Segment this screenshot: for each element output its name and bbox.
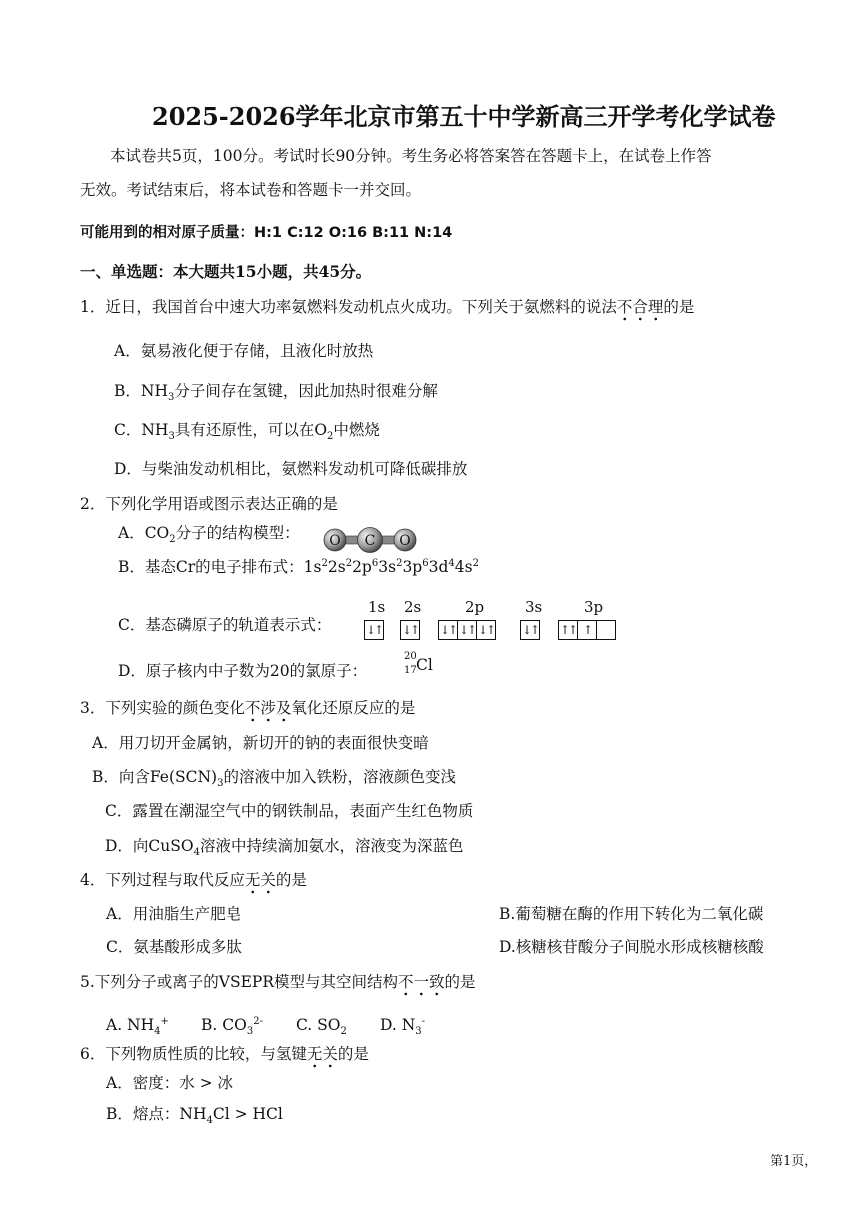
orbital-label-2p: 2p xyxy=(465,598,485,616)
q6-option-a: A．密度：水 > 冰 xyxy=(106,1074,234,1092)
q2-option-a: A．$CO_2$分子的结构模型： xyxy=(118,524,300,546)
q2-option-c: C．基态磷原子的轨道表示式： xyxy=(118,616,332,634)
q1-option-d: D．与柴油发动机相比，氨燃料发动机可降低碳排放 xyxy=(114,460,468,478)
orbital-cell: ↓↑ xyxy=(439,623,457,637)
intro-line-2: 无效。考试结束后，将本试卷和答题卡一并交回。 xyxy=(80,181,422,199)
orbital-box-2p xyxy=(438,620,496,640)
q3-option-b: B．向含$Fe(SCN)_3$的溶液中加入铁粉，溶液颜色变浅 xyxy=(92,768,456,790)
q5-option-b: B. $CO_3^{2-}$ xyxy=(201,1015,263,1038)
q4-option-b: B.葡萄糖在酶的作用下转化为二氧化碳 xyxy=(499,905,764,923)
section-heading: 一、单选题：本大题共15小题，共45分。 xyxy=(80,262,372,281)
q5-emphasis: 不一致 xyxy=(398,973,445,996)
q4-option-d: D.核糖核苷酸分子间脱水形成核糖核酸 xyxy=(499,938,764,956)
orbital-cell: ↓↑ xyxy=(401,623,419,637)
q2-option-b: B．基态Cr的电子排布式：$1s^22s^22p^63s^23p^63d^44s^2$ xyxy=(118,557,479,576)
q1-option-b: B．$NH_3$分子间存在氢键，因此加热时很难分解 xyxy=(114,382,438,404)
q6-stem: 6．下列物质性质的比较，与氢键无关的是 xyxy=(80,1044,369,1064)
q2-option-d: D．原子核内中子数为20的氯原子： xyxy=(118,662,368,680)
orbital-cell: ↓↑ xyxy=(521,623,539,637)
orbital-label-3p: 3p xyxy=(584,598,604,616)
orbital-box-2s xyxy=(400,620,420,640)
orbital-cell: ↓↑ xyxy=(477,623,495,637)
co2-atom-c: C xyxy=(364,533,376,549)
orbital-cell: ↑↑ xyxy=(559,623,577,637)
orbital-label-3s: 3s xyxy=(525,598,543,616)
q4-stem: 4．下列过程与取代反应无关的是 xyxy=(80,870,307,890)
co2-atom-o-right: O xyxy=(399,533,411,549)
q3-option-d: D．向CuSO$_4$溶液中持续滴加氨水，溶液变为深蓝色 xyxy=(105,837,464,859)
q1-option-a: A．氨易液化便于存储，且液化时放热 xyxy=(114,342,374,360)
q3-option-a: A．用刀切开金属钠，新切开的钠的表面很快变暗 xyxy=(92,734,429,752)
intro-line-1: 本试卷共5页，100分。考试时长90分钟。考生务必将答案答在答题卡上，在试卷上作答 xyxy=(110,147,712,165)
q3-stem: 3．下列实验的颜色变化不涉及氧化还原反应的是 xyxy=(80,698,415,718)
orbital-cell xyxy=(597,621,615,639)
q5-stem: 5.下列分子或离子的VSEPR模型与其空间结构不一致的是 xyxy=(80,972,476,992)
orbital-label-1s: 1s xyxy=(368,598,386,616)
q6-emphasis: 无关 xyxy=(307,1045,338,1068)
page-title: 2025-2026学年北京市第五十中学新高三开学考化学试卷 xyxy=(152,102,776,131)
q6-option-b: B．熔点：$NH_4Cl$ > HCl xyxy=(106,1105,283,1127)
q5-option-d: D. $N_3^-$ xyxy=(380,1015,426,1038)
q2-stem: 2．下列化学用语或图示表达正确的是 xyxy=(80,495,338,513)
orbital-label-2s: 2s xyxy=(404,598,422,616)
co2-ball-model xyxy=(322,527,418,553)
q4-option-c: C．氨基酸形成多肽 xyxy=(106,938,242,956)
q1-emphasis: 不合理 xyxy=(617,298,664,321)
orbital-box-3p xyxy=(558,620,616,640)
q3-emphasis: 不涉及 xyxy=(245,699,292,722)
orbital-box-3s xyxy=(520,620,540,640)
chlorine-nuclide: 20 17 Cl xyxy=(404,651,433,676)
co2-atom-o-left: O xyxy=(329,533,341,549)
q5-option-c: C. $SO_2$ xyxy=(296,1016,347,1038)
q4-option-a: A．用油脂生产肥皂 xyxy=(106,905,242,923)
orbital-box-1s xyxy=(364,620,384,640)
q1-stem: 1．近日，我国首台中速大功率氨燃料发动机点火成功。下列关于氨燃料的说法不合理的是 xyxy=(80,297,694,317)
q5-option-a: A. $NH_4^+$ xyxy=(106,1015,169,1038)
orbital-cell: ↓↑ xyxy=(458,623,476,637)
q1-option-c: C．$NH_3$具有还原性，可以在$O_2$中燃烧 xyxy=(114,421,380,443)
q3-option-c: C．露置在潮湿空气中的钢铁制品，表面产生红色物质 xyxy=(105,802,474,820)
atomic-masses: 可能用到的相对原子质量：H:1 C:12 O:16 B:11 N:14 xyxy=(80,225,453,241)
q4-emphasis: 无关 xyxy=(245,871,276,894)
page-footer: 第1页， xyxy=(770,1154,818,1169)
orbital-cell: ↓↑ xyxy=(365,623,383,637)
orbital-cell: ↑ xyxy=(578,621,597,639)
